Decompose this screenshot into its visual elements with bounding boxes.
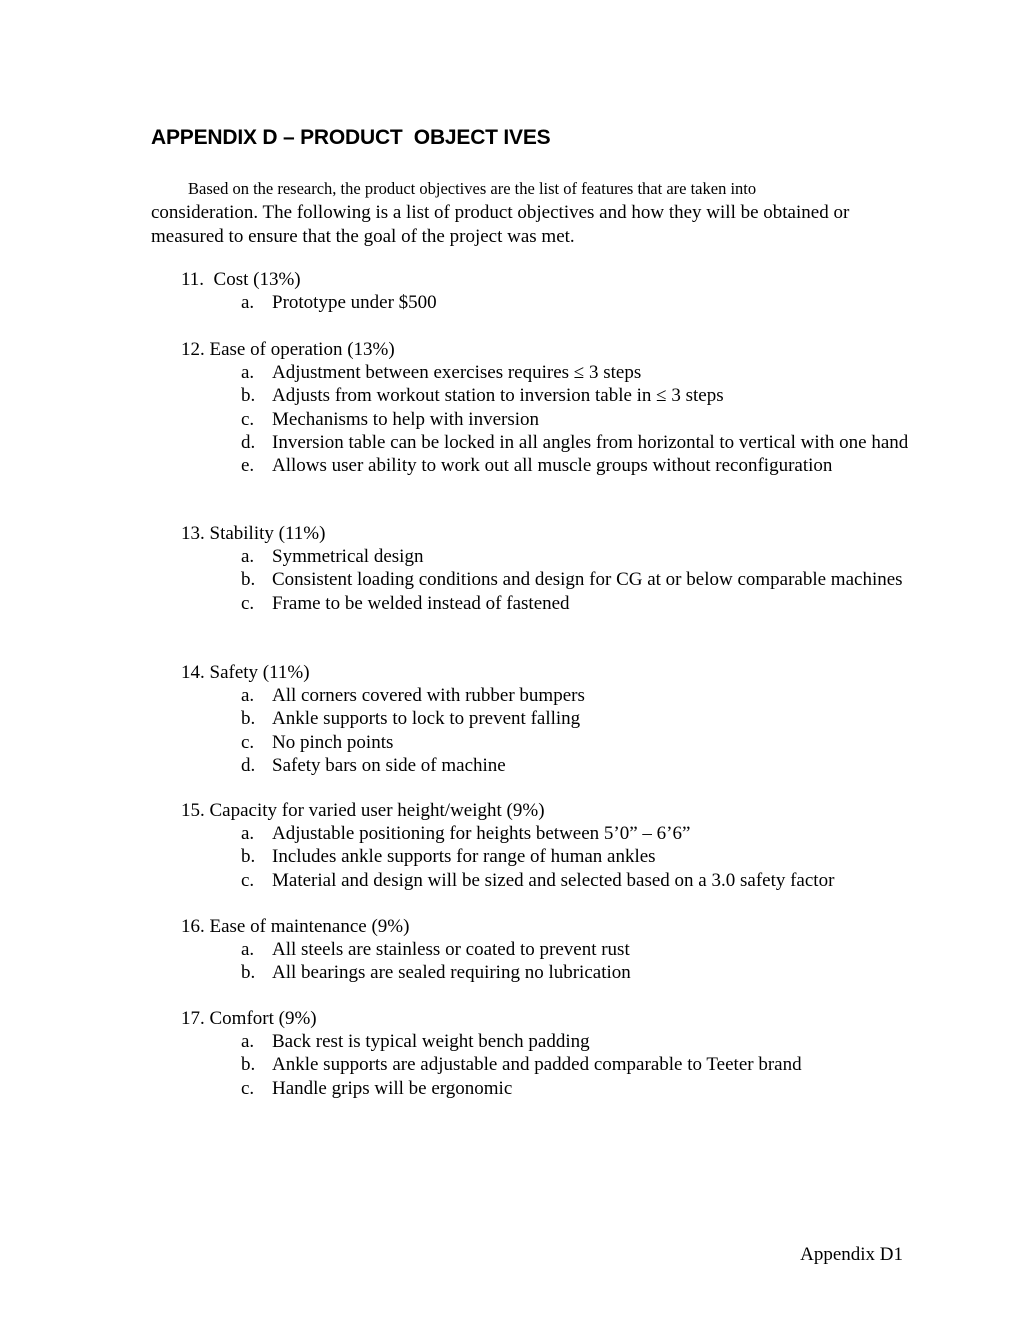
item-letter: a. xyxy=(241,685,255,707)
item-text: Consistent loading conditions and design for CG at or below comparable machines xyxy=(272,569,903,591)
item-text: All corners covered with rubber bumpers xyxy=(272,685,585,707)
item-text: Ankle supports to lock to prevent falling xyxy=(272,708,581,730)
item-text: Includes ankle supports for range of human ankles xyxy=(272,846,656,868)
list-item xyxy=(181,568,921,591)
item-letter: a. xyxy=(241,1031,255,1053)
list-item xyxy=(181,731,921,754)
item-text: Frame to be welded instead of fastened xyxy=(272,592,570,614)
objective-safety xyxy=(181,661,921,777)
intro-paragraph xyxy=(151,177,911,249)
list-item xyxy=(181,1077,921,1100)
list-item xyxy=(181,869,921,892)
item-text: Adjustment between exercises requires ≤ 3 steps xyxy=(272,362,642,384)
item-text: Allows user ability to work out all muscle groups without reconfiguration xyxy=(272,455,833,477)
list-item xyxy=(181,1053,921,1076)
objective-capacity xyxy=(181,799,921,892)
list-item xyxy=(181,961,921,984)
intro-rest: consideration. The following is a list of product objectives and how they will be obtained or measured to ensure that the goal of the project was met. xyxy=(151,202,850,247)
item-letter: a. xyxy=(241,546,255,568)
objective-cost xyxy=(181,268,921,314)
item-letter: d. xyxy=(241,431,256,453)
item-text: All steels are stainless or coated to prevent rust xyxy=(272,939,630,961)
objective-title: 14. Safety (11%) xyxy=(181,662,310,683)
list-item xyxy=(181,938,921,961)
list-item xyxy=(181,845,921,868)
item-letter: a. xyxy=(241,823,255,845)
list-item xyxy=(181,408,921,431)
list-item xyxy=(181,545,921,568)
item-letter: b. xyxy=(241,385,256,407)
list-item xyxy=(181,754,921,777)
objective-title: 13. Stability (11%) xyxy=(181,523,326,544)
item-letter: d. xyxy=(241,754,256,776)
list-item xyxy=(181,592,921,615)
item-letter: c. xyxy=(241,408,255,430)
page-title: APPENDIX D – PRODUCT OBJECT IVES xyxy=(151,126,551,149)
objective-comfort xyxy=(181,1007,921,1100)
item-text: Inversion table can be locked in all angles from horizontal to vertical with one hand xyxy=(272,431,909,453)
item-text: Handle grips will be ergonomic xyxy=(272,1077,513,1099)
item-letter: b. xyxy=(241,569,256,591)
item-letter: a. xyxy=(241,362,255,384)
item-letter: a. xyxy=(241,292,255,314)
item-letter: b. xyxy=(241,1054,256,1076)
list-item xyxy=(181,707,921,730)
item-text: All bearings are sealed requiring no lubrication xyxy=(272,962,631,984)
item-text: Ankle supports are adjustable and padded comparable to Teeter brand xyxy=(272,1054,802,1076)
list-item xyxy=(181,431,921,454)
list-item xyxy=(181,454,921,477)
list-item xyxy=(181,822,921,845)
objective-ease-of-operation xyxy=(181,338,921,477)
objective-title: 12. Ease of operation (13%) xyxy=(181,339,395,360)
item-text: Safety bars on side of machine xyxy=(272,754,506,776)
list-item xyxy=(181,684,921,707)
item-text: Material and design will be sized and selected based on a 3.0 safety factor xyxy=(272,869,835,891)
item-letter: e. xyxy=(241,455,255,477)
item-text: No pinch points xyxy=(272,731,394,753)
page-footer: Appendix D1 xyxy=(800,1244,903,1265)
objective-title: 15. Capacity for varied user height/weight (9%) xyxy=(181,800,545,821)
item-letter: b. xyxy=(241,962,256,984)
objective-title: 16. Ease of maintenance (9%) xyxy=(181,916,410,937)
item-text: Adjusts from workout station to inversion table in ≤ 3 steps xyxy=(272,385,724,407)
intro-first-line: Based on the research, the product objectives are the list of features that are taken into xyxy=(188,179,757,198)
list-item xyxy=(181,361,921,384)
item-letter: c. xyxy=(241,1077,255,1099)
list-item xyxy=(181,1030,921,1053)
item-letter: a. xyxy=(241,939,255,961)
item-text: Mechanisms to help with inversion xyxy=(272,408,540,430)
item-text: Symmetrical design xyxy=(272,546,424,568)
objective-ease-of-maintenance xyxy=(181,915,921,985)
item-text: Prototype under $500 xyxy=(272,292,437,314)
objective-title: 11. Cost (13%) xyxy=(181,269,301,290)
item-letter: b. xyxy=(241,708,256,730)
item-letter: c. xyxy=(241,592,255,614)
item-letter: c. xyxy=(241,869,255,891)
item-letter: b. xyxy=(241,846,256,868)
objective-stability xyxy=(181,522,921,615)
item-text: Adjustable positioning for heights between 5’0” – 6’6” xyxy=(272,823,691,845)
list-item xyxy=(181,384,921,407)
list-item xyxy=(181,291,921,314)
item-text: Back rest is typical weight bench padding xyxy=(272,1031,590,1053)
item-letter: c. xyxy=(241,731,255,753)
objective-title: 17. Comfort (9%) xyxy=(181,1008,317,1029)
